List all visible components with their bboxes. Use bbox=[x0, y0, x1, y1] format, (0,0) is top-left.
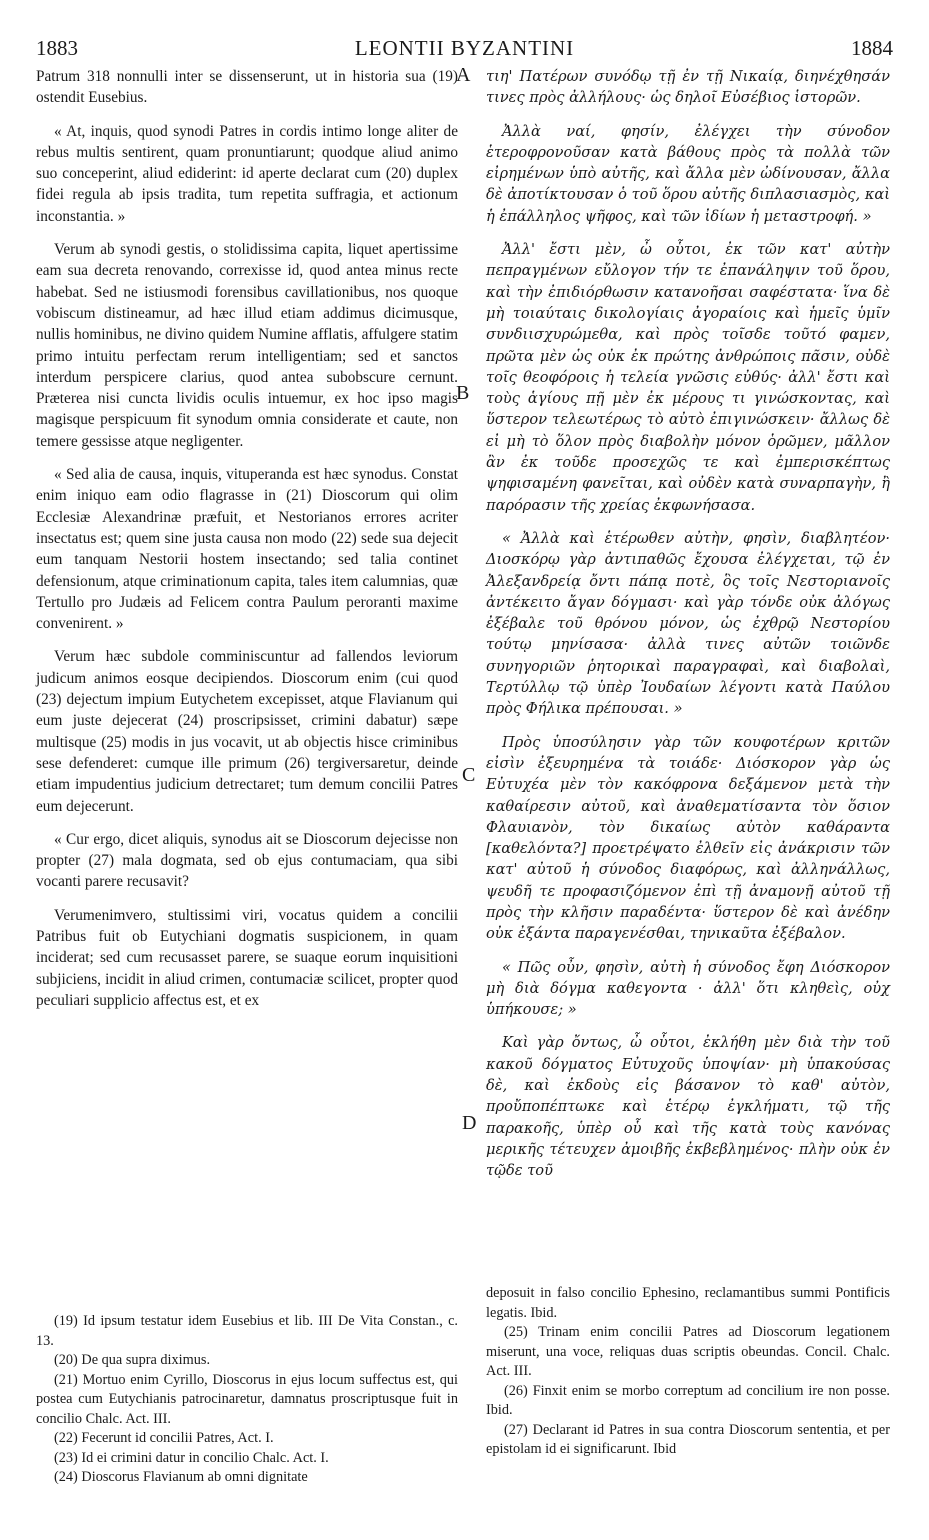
greek-paragraph: τιη' Πατέρων συνόδῳ τῇ ἐν τῇ Νικαίᾳ, διηνέχθησάν τινες πρὸς ἀλλήλους· ὡς δηλοῖ Εὐσέβιος ἱστορῶν. bbox=[486, 68, 890, 107]
section-marker-b: B bbox=[456, 382, 470, 404]
footnote: (26) Finxit enim se morbo correptum ad concilium ire non posse. Ibid. bbox=[486, 1382, 890, 1418]
footnotes-right bbox=[486, 1284, 890, 1460]
section-marker-a: A bbox=[456, 64, 471, 86]
latin-paragraph: Patrum 318 nonnulli inter se dissenserunt, ut in historia sua (19) ostendit Eusebius. bbox=[36, 68, 458, 107]
greek-paragraph: Ἀλλὰ ναί, φησίν, ἐλέγχει τὴν σύνοδον ἑτεροφρονοῦσαν κατὰ βάθους πρὸς τὰ πολλὰ τῶν εἰρημένων ὑπὸ αὐτῆς, καὶ ἄλλα μὲν ὠδίνουσαν, ἄλλα δὲ ἀποτίκτουσαν ὁ τοῦ ὅρου αὐτῆς διπλασιασμὸς, καὶ ἡ ἐπάλληλος ψῆφος, καὶ τῶν ἰδίων ἡ μεταστροφή. » bbox=[486, 122, 890, 225]
footnote: (25) Trinam enim concilii Patres ad Dioscorum legationem miserunt, una voce, reliquas duas scriptis obeundas. Concil. Chalc. Act. III. bbox=[486, 1324, 890, 1379]
footnote: (21) Mortuo enim Cyrillo, Dioscorus in ejus locum suffectus est, qui postea cum Eutychianis patrocinaretur, damnatus proscriptusque fuit in concilio Chalc. Act. III. bbox=[36, 1371, 458, 1427]
footnotes-left bbox=[36, 1312, 458, 1488]
greek-paragraph: Πρὸς ὑποσύλησιν γὰρ τῶν κουφοτέρων κριτῶν εἰσὶν ἐξευρημένα τὰ τοιάδε· Διόσκορον γὰρ ὡς Εὐτυχέα μὲν τὸν κακόφρονα δεξάμενον μετὰ τὴν καθαίρεσιν αὐτοῦ, καὶ ἀναθεματίσαντα τὸν ὅσιον Φλαυιανὸν, τὸν δικαίως αὐτὸν καθάραντα [καθελόντα?] προετρέψατο ἐλθεῖν εἰς ἀνάκρισιν τῶν κατ' αὐτοῦ ἡ σύνοδος διαφόρως, καὶ ἀλληνάλλως, ψευδῆ τε προφασιζόμενον ἐπὶ τῇ ἀναμονῇ αὐτοῦ τῇ πρὸς τὴν κλῆσιν παραδέντα· ὕστερον δὲ καὶ ἀνέδην οὐκ ἐξάντα παραγενέσθαι, τηνικαῦτα ἐξέβαλον. bbox=[486, 733, 890, 943]
latin-paragraph: « Cur ergo, dicet aliquis, synodus ait se Dioscorum dejecisse non propter (27) mala dogmata, sed ob ejus contumaciam, qua sibi vocanti parere recusavit? bbox=[36, 830, 458, 891]
footnote: (22) Fecerunt id concilii Patres, Act. I. bbox=[54, 1430, 274, 1446]
footnote: (23) Id ei crimini datur in concilio Chalc. Act. I. bbox=[54, 1449, 329, 1466]
right-page-number: 1884 bbox=[851, 36, 893, 60]
latin-paragraph: Verum ab synodi gestis, o stolidissima capita, liquet apertissime eam sua decreta renovando, correxisse id, quod antea minus recte habebat. Sed ne istiusmodi forensibus cavillationibus, nos quoque vobiscum distineamur, ad hæc illud etiam addimus dicimusque, nullis hominibus, ne divino quidem Numine afflatis, affulgere statim primo intuitu perfectam rerum intelligentiam; sed et sanctos interdum perspicere clarius, quod antea subobscure cernunt. Præterea nisi cuncta lividis oculis intuemur, ex hoc ipso magis magisque perspicuum fit synodum omnia considerate et caute, non temere gessisse atque negligenter. bbox=[36, 241, 458, 450]
greek-paragraph: « Πῶς οὖν, φησὶν, αὐτὴ ἡ σύνοδος ἔφη Διόσκορον μὴ διὰ δόγμα καθεγοντα · ἀλλ' ὅτι κληθεὶς, οὐχ ὑπήκουσε; » bbox=[486, 958, 890, 1019]
latin-paragraph: « At, inquis, quod synodi Patres in cordis intimo longe aliter de rebus multis sentirent, quam pronuntiarunt; quodque aliud animo suo conceperint, aliud ediderint: id aperte declarat cum (20) duplex fidei regula ab ipsis tradita, tum repetita suffragia, et actionum inconstantia. » bbox=[36, 122, 458, 225]
latin-column bbox=[36, 66, 458, 1023]
section-marker-c: C bbox=[462, 764, 476, 786]
running-title: LEONTII BYZANTINI bbox=[354, 36, 575, 60]
latin-paragraph: Verum hæc subdole comminiscuntur ad fallendos leviorum judicum animos eosque decipiendos. Dioscorum enim (cui quod (23) dejectum impium Eutychetem excepisset, atque Flavianum qui eum juste dejecerat (24) proscripsisset, crimini dabatur) sæpe multisque (25) modis in jus vocavit, ut ab objectis hisce criminibus sese defenderet: cumque ille primum (26) tergiversaretur, deinde etiam impudentius judicium detrectaret; tum demum concilii Patres eum dejecerunt. bbox=[36, 648, 458, 815]
footnote: (20) De qua supra diximus. bbox=[54, 1352, 211, 1368]
running-header bbox=[36, 36, 893, 62]
section-marker-d: D bbox=[462, 1112, 477, 1134]
greek-paragraph: Καὶ γὰρ ὄντως, ὦ οὗτοι, ἐκλήθη μὲν διὰ τὴν τοῦ κακοῦ δόγματος Εὐτυχοῦς ὑποψίαν· μὴ ὑπακούσας δὲ, καὶ ἐκδοὺς εἰς βάσανον τὸ καθ' αὐτὸν, προὔποπέπτωκε καὶ ἑτέρῳ ἐγκλήματι, τῷ τῆς παρακοῆς, ὑπὲρ οὗ καὶ τῆς κατὰ τοὺς κανόνας μερικῆς τέτευχεν ἀμοιβῆς ἐκβεβλημένος· πλὴν οὐκ ἐν τῷδε τοῦ bbox=[486, 1034, 890, 1180]
greek-paragraph: « Ἀλλὰ καὶ ἑτέρωθεν αὐτὴν, φησὶν, διαβλητέον· Διοσκόρῳ γὰρ ἀντιπαθῶς ἔχουσα ἐλέγχεται, τῷ ἐν Ἀλεξανδρείᾳ ὄντι πάπᾳ ποτὲ, ὃς τοῖς Νεστοριανοῖς ἀντέκειτο ἄγαν δόγμασι· καὶ γὰρ τόνδε οὐκ ἀλόγως ἐξέβαλε τοῦ θρόνου μόνον, ὡς ἐχθρῷ Νεστορίου τούτῳ μηνίσασα· ἀλλὰ τινες αὐτῶν τοιῶνδε συνηγοριῶν ῥητορικαὶ παραγραφαὶ, καὶ διαβολαὶ, Τερτύλλῳ τῷ ὑπὲρ Ἰουδαίων λέγοντι κατὰ Παύλου πρὸς Φήλικα πρέπουσαι. » bbox=[486, 529, 890, 718]
footnote: deposuit in falso concilio Ephesino, reclamantibus summi Pontificis legatis. Ibid. bbox=[486, 1285, 890, 1321]
left-page-number: 1883 bbox=[36, 36, 78, 60]
footnote: (19) Id ipsum testatur idem Eusebius et lib. III De Vita Constan., c. 13. bbox=[36, 1313, 458, 1349]
latin-paragraph: « Sed alia de causa, inquis, vituperanda est hæc synodus. Constat enim iniquo eam odio flagrasse in (21) Dioscorum qui olim Ecclesiæ Alexandrinæ præfuit, et Nestorianos errores acriter insectatus est; quem sine justa causa non modo (22) sede sua dejecit eum tanquam Nestorii hostem insectando; sed talia continet defensionum, atque criminationum capita, tales item calumnias, quæ Tertullo pro Judæis ad Felicem contra Paulum peroranti maxime convenirent. » bbox=[36, 466, 458, 633]
greek-column bbox=[486, 66, 890, 1194]
greek-paragraph: Ἀλλ' ἔστι μὲν, ὦ οὗτοι, ἐκ τῶν κατ' αὐτὴν πεπραγμένων εὔλογον τήν τε ἐπανάληψιν τοῦ ὅρου, καὶ τὴν ἐπιδιόρθωσιν κατανοῆσαι σαφέστατα· ἵνα δὲ μὴ τοιαύταις δικολογίαις ἀγοραίοις καὶ ἡμεῖς ὑμῖν συνδιισχυρώμεθα, καὶ πρὸς τοῖσδε τοῦτό φαμεν, πρῶτα μὲν ὡς οὐκ ἐκ πρώτης ἀνθρώποις πᾶσιν, οὐδὲ τοῖς θεοφόροις ἡ τελεία γνῶσις εὐθύς· ἀλλ' ἔστι καὶ τοὺς ἁγίους πῇ μὲν ἐκ μέρους τι γινώσκοντας, καὶ ὕστερον τελεωτέρως τὸ αὐτὸ ἐπιγινώσκειν· ἄλλως δὲ εἰ μὴ τὸ ὅλον πρὸς διαβολὴν μόνον ὁρῶμεν, μᾶλλον ἂν ἐκ τοῦδε προσεχῶς τε καὶ ἐμπερισκέπτως ψηφισαμένη φανεῖται, καὶ οὐδὲν κατὰ συναρπαγὴν, ἢ παρόρασιν τῆς χρείας ἐκφωνήσασα. bbox=[486, 241, 890, 514]
footnote: (27) Declarant id Patres in sua contra Dioscorum sententia, et per epistolam id ei significarunt. Ibid bbox=[486, 1421, 890, 1457]
latin-paragraph: Verumenimvero, stultissimi viri, vocatus quidem a concilii Patribus fuit ob Eutychiani dogmatis suspicionem, in quam inciderat; sed cum recusasset parere, se suaque eorum inquisitioni subjiciens, incidit in aliud crimen, contumaciæ scilicet, propter quod peculiari supplicio affectus est, et ex bbox=[36, 906, 458, 1009]
footnote: (24) Dioscorus Flavianum ab omni dignitate bbox=[54, 1469, 308, 1485]
